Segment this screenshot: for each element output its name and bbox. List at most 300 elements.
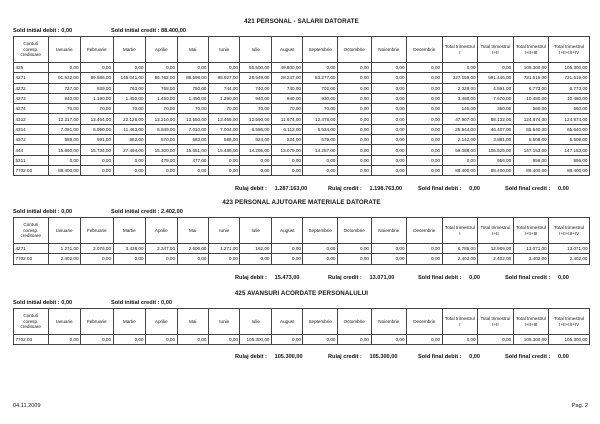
value-cell: 88.400,00 xyxy=(478,165,514,175)
table-row xyxy=(14,93,590,103)
value-cell: 0,00 xyxy=(407,155,443,165)
value-cell: 956,00 xyxy=(549,155,590,165)
column-header: Februarie xyxy=(81,37,114,63)
value-cell: 1.271,00 xyxy=(48,244,81,254)
column-header: Total trimestrul I+II+III+IV xyxy=(549,37,590,63)
value-cell: 0,00 xyxy=(371,104,407,114)
table-row xyxy=(14,114,590,124)
value-cell: 0,00 xyxy=(303,254,338,264)
column-header: Martie xyxy=(113,218,146,244)
value-cell: 1.190,00 xyxy=(81,93,114,103)
value-cell: 46.407,00 xyxy=(478,124,514,134)
sold-final-debit: Sold final debit : 0,00 xyxy=(418,275,480,281)
column-header: Mai xyxy=(177,37,208,63)
value-cell: 0,00 xyxy=(240,165,271,175)
value-cell: 12.909,00 xyxy=(478,244,514,254)
value-cell: 6.849,00 xyxy=(146,124,177,134)
value-cell: 740,00 xyxy=(271,83,302,93)
account-table xyxy=(13,36,590,176)
value-cell: 10.480,00 xyxy=(513,93,549,103)
value-cell: 579,00 xyxy=(303,135,338,145)
account-cell: 4273 xyxy=(14,93,49,103)
sold-final-credit: Sold final credit : 0,00 xyxy=(505,354,569,360)
value-cell: 6.113,00 xyxy=(271,124,302,134)
table-row xyxy=(14,335,590,345)
column-header: Decembrie xyxy=(407,309,443,335)
value-cell: 13.465,00 xyxy=(209,114,240,124)
value-cell: 88.400,00 xyxy=(549,165,590,175)
value-cell: 524,00 xyxy=(240,135,271,145)
sold-final-credit: Sold final credit : 0,00 xyxy=(505,275,569,281)
value-cell: 0,00 xyxy=(407,93,443,103)
table-row xyxy=(14,135,590,145)
value-cell: 0,00 xyxy=(407,165,443,175)
column-header: Total trimestrul I+II xyxy=(478,37,514,63)
value-cell: 0,00 xyxy=(337,165,371,175)
value-cell: 70,00 xyxy=(113,104,146,114)
value-cell: 5.508,00 xyxy=(549,135,590,145)
value-cell: 763,00 xyxy=(113,83,146,93)
account-cell: 4271 xyxy=(14,244,49,254)
column-header: Aprilie xyxy=(146,218,177,244)
value-cell: 3.438,00 xyxy=(113,244,146,254)
table-row xyxy=(14,63,590,73)
value-cell: 524,00 xyxy=(271,135,302,145)
value-cell: 0,00 xyxy=(442,63,478,73)
column-header: Octombrie xyxy=(337,309,371,335)
value-cell: 0,00 xyxy=(81,165,114,175)
column-header: Martie xyxy=(113,37,146,63)
value-cell: 0,00 xyxy=(240,155,271,165)
value-cell: 0,00 xyxy=(407,73,443,83)
column-header: Conturi coresp. creditoare xyxy=(14,37,49,63)
value-cell: 0,00 xyxy=(271,165,302,175)
column-header: Total trimestrul I+II xyxy=(478,309,514,335)
rulaj-debit: Rulaj debit : 1.287.163,00 xyxy=(235,186,308,192)
value-cell: 13.071,00 xyxy=(549,244,590,254)
column-header: Iunie xyxy=(209,218,240,244)
value-cell: 2.076,00 xyxy=(81,244,114,254)
value-cell: 6.773,00 xyxy=(513,83,549,93)
value-cell: 0,00 xyxy=(113,63,146,73)
value-cell: 0,00 xyxy=(337,63,371,73)
value-cell: 0,00 xyxy=(371,254,407,264)
column-header: Iulie xyxy=(240,37,271,63)
value-cell: 0,00 xyxy=(48,335,81,345)
column-header: Iulie xyxy=(240,309,271,335)
value-cell: 570,00 xyxy=(146,135,177,145)
table-header xyxy=(14,37,590,63)
value-cell: 0,00 xyxy=(177,63,208,73)
value-cell: 22.126,00 xyxy=(113,114,146,124)
value-cell: 0,00 xyxy=(371,83,407,93)
value-cell: 0,00 xyxy=(146,63,177,73)
sold-final-debit: Sold final debit : 0,00 xyxy=(418,186,480,192)
column-header: Noiembrie xyxy=(371,37,407,63)
value-cell: 327.159,00 xyxy=(442,73,478,83)
account-table xyxy=(13,217,590,265)
column-header: Conturi coresp. creditoare xyxy=(14,218,49,244)
column-header: Total trimestrul I xyxy=(442,309,478,335)
column-header: Octombrie xyxy=(337,37,371,63)
value-cell: 124.874,00 xyxy=(549,114,590,124)
column-header: Total trimestrul I+II xyxy=(478,218,514,244)
value-cell: 768,00 xyxy=(146,83,177,93)
value-cell: 0,00 xyxy=(407,83,443,93)
value-cell: 11.674,00 xyxy=(271,114,302,124)
value-cell: 0,00 xyxy=(337,93,371,103)
value-cell: 0,00 xyxy=(113,165,146,175)
value-cell: 140,00 xyxy=(442,104,478,114)
value-cell: 560,00 xyxy=(549,104,590,114)
value-cell: 750,00 xyxy=(177,83,208,93)
value-cell: 0,00 xyxy=(303,155,338,165)
table-row xyxy=(14,124,590,134)
value-cell: 47.907,00 xyxy=(442,114,478,124)
value-cell: 70,00 xyxy=(240,104,271,114)
value-cell: 0,00 xyxy=(407,244,443,254)
value-cell: 83.277,00 xyxy=(303,73,338,83)
value-cell: 940,00 xyxy=(271,93,302,103)
value-cell: 0,00 xyxy=(303,63,338,73)
section-title: 425 AVANSURI ACORDATE PERSONALULUI xyxy=(234,290,369,297)
value-cell: 65.640,00 xyxy=(549,124,590,134)
account-cell: 425 xyxy=(14,63,49,73)
value-cell: 2.402,00 xyxy=(549,254,590,264)
value-cell: 0,00 xyxy=(371,244,407,254)
column-header: Mai xyxy=(177,309,208,335)
value-cell: 13.210,00 xyxy=(146,114,177,124)
column-header: Septembrie xyxy=(303,309,338,335)
value-cell: 147.153,00 xyxy=(513,145,549,155)
value-cell: 0,00 xyxy=(407,135,443,145)
value-cell: 0,00 xyxy=(113,335,146,345)
column-header: Total trimestrul I xyxy=(442,37,478,63)
value-cell: 124.874,00 xyxy=(513,114,549,124)
account-cell: 5311 xyxy=(14,155,49,165)
value-cell: 2.402,00 xyxy=(48,254,81,264)
value-cell: 6.785,00 xyxy=(442,244,478,254)
account-cell: 444 xyxy=(14,145,49,155)
value-cell: 70,00 xyxy=(209,104,240,114)
value-cell: 0,00 xyxy=(337,114,371,124)
value-cell: 70,00 xyxy=(303,104,338,114)
value-cell: 840,00 xyxy=(48,93,81,103)
value-cell: 28.549,00 xyxy=(240,73,271,83)
column-header: Ianuarie xyxy=(48,218,81,244)
column-header: Mai xyxy=(177,218,208,244)
value-cell: 0,00 xyxy=(407,335,443,345)
value-cell: 0,00 xyxy=(337,73,371,83)
value-cell: 0,00 xyxy=(337,254,371,264)
column-header: Total trimestrul I+II+III xyxy=(513,218,549,244)
value-cell: 0,00 xyxy=(240,254,271,264)
value-cell: 0,00 xyxy=(81,335,114,345)
sold-initial-credit: Sold initial credit : 0,00 xyxy=(111,300,172,306)
column-header: Aprilie xyxy=(146,309,177,335)
value-cell: 0,00 xyxy=(271,155,302,165)
column-header: Septembrie xyxy=(303,218,338,244)
value-cell: 0,00 xyxy=(271,335,302,345)
column-header: Iulie xyxy=(240,218,271,244)
sold-initial-debit: Sold initial debit : 0,00 xyxy=(13,28,73,34)
value-cell: 65.640,00 xyxy=(513,124,549,134)
account-cell: 4314 xyxy=(14,124,49,134)
value-cell: 91.532,00 xyxy=(48,73,81,83)
value-cell: 15.660,00 xyxy=(48,145,81,155)
value-cell: 0,00 xyxy=(271,244,302,254)
value-cell: 930,00 xyxy=(303,93,338,103)
value-cell: 88.132,00 xyxy=(478,114,514,124)
value-cell: 0,00 xyxy=(371,63,407,73)
account-cell: 4274 xyxy=(14,104,49,114)
value-cell: 2.402,00 xyxy=(442,254,478,264)
account-cell: 4312 xyxy=(14,114,49,124)
value-cell: 731.519,00 xyxy=(549,73,590,83)
value-cell: 962,00 xyxy=(113,135,146,145)
rulaj-credit: Rulaj credit : 105.300,00 xyxy=(328,354,398,360)
value-cell: 7.670,00 xyxy=(478,93,514,103)
value-cell: 0,00 xyxy=(177,335,208,345)
value-cell: 13.071,00 xyxy=(513,244,549,254)
value-cell: 13.079,00 xyxy=(271,145,302,155)
value-cell: 0,00 xyxy=(146,335,177,345)
value-cell: 88.400,00 xyxy=(513,165,549,175)
value-cell: 25.544,00 xyxy=(442,124,478,134)
table-row xyxy=(14,244,590,254)
value-cell: 0,00 xyxy=(303,244,338,254)
value-cell: 88.598,00 xyxy=(177,73,208,83)
value-cell: 88.400,00 xyxy=(48,165,81,175)
column-header: Februarie xyxy=(81,218,114,244)
value-cell: 0,00 xyxy=(407,124,443,134)
value-cell: 105.300,00 xyxy=(549,335,590,345)
value-cell: 1.271,00 xyxy=(209,244,240,254)
value-cell: 477,00 xyxy=(177,155,208,165)
value-cell: 2.347,00 xyxy=(146,244,177,254)
value-cell: 70,00 xyxy=(271,104,302,114)
column-header: August xyxy=(271,218,302,244)
value-cell: 55.500,00 xyxy=(240,63,271,73)
value-cell: 13.464,00 xyxy=(81,114,114,124)
column-header: Ianuarie xyxy=(48,37,81,63)
column-header: Iunie xyxy=(209,37,240,63)
value-cell: 0,00 xyxy=(371,135,407,145)
value-cell: 0,00 xyxy=(113,155,146,165)
value-cell: 3.480,00 xyxy=(442,93,478,103)
value-cell: 2.142,00 xyxy=(442,135,478,145)
table-row xyxy=(14,254,590,264)
value-cell: 3.881,00 xyxy=(478,135,514,145)
column-header: Total trimestrul I xyxy=(442,218,478,244)
value-cell: 88.400,00 xyxy=(442,165,478,175)
column-header: Septembrie xyxy=(303,37,338,63)
value-cell: 560,00 xyxy=(513,104,549,114)
value-cell: 105.300,00 xyxy=(549,63,590,73)
value-cell: 0,00 xyxy=(209,63,240,73)
value-cell: 0,00 xyxy=(407,63,443,73)
value-cell: 583,00 xyxy=(177,135,208,145)
value-cell: 27.494,00 xyxy=(113,145,146,155)
value-cell: 4.591,00 xyxy=(478,83,514,93)
value-cell: 89.586,00 xyxy=(81,73,114,83)
value-cell: 70,00 xyxy=(177,104,208,114)
column-header: Octombrie xyxy=(337,218,371,244)
value-cell: 70,00 xyxy=(81,104,114,114)
value-cell: 6.534,00 xyxy=(303,124,338,134)
value-cell: 28.247,00 xyxy=(271,73,302,83)
value-cell: 15.486,00 xyxy=(209,145,240,155)
sold-final-credit: Sold final credit : 0,00 xyxy=(505,186,569,192)
sold-initial-credit: Sold initial credit : 2.402,00 xyxy=(111,209,183,215)
value-cell: 956,00 xyxy=(478,155,514,165)
value-cell: 70,00 xyxy=(48,104,81,114)
value-cell: 0,00 xyxy=(303,335,338,345)
column-header: Total trimestrul I+II+III+IV xyxy=(549,218,590,244)
rulaj-debit: Rulaj debit : 105.300,00 xyxy=(235,354,303,360)
value-cell: 0,00 xyxy=(337,244,371,254)
column-header: Ianuarie xyxy=(48,309,81,335)
value-cell: 744,00 xyxy=(209,83,240,93)
section-title: 423 PERSONAL AJUTOARE MATERIALE DATORATE xyxy=(222,199,381,206)
value-cell: 15.651,00 xyxy=(177,145,208,155)
value-cell: 15.300,00 xyxy=(146,145,177,155)
footer-date: 04.11.2009 xyxy=(13,403,41,409)
value-cell: 350,00 xyxy=(478,104,514,114)
account-table xyxy=(13,308,590,345)
value-cell: 0,00 xyxy=(371,73,407,83)
value-cell: 0,00 xyxy=(337,135,371,145)
value-cell: 940,00 xyxy=(240,93,271,103)
value-cell: 0,00 xyxy=(371,93,407,103)
value-cell: 0,00 xyxy=(209,254,240,264)
value-cell: 0,00 xyxy=(48,155,81,165)
value-cell: 12.590,00 xyxy=(240,114,271,124)
value-cell: 15.734,00 xyxy=(81,145,114,155)
value-cell: 0,00 xyxy=(371,124,407,134)
value-cell: 0,00 xyxy=(407,104,443,114)
account-cell: 7702.03 xyxy=(14,335,49,345)
value-cell: 0,00 xyxy=(337,104,371,114)
value-cell: 0,00 xyxy=(177,254,208,264)
account-cell: 4272 xyxy=(14,83,49,93)
value-cell: 0,00 xyxy=(81,155,114,165)
column-header: Total trimestrul I+II+III xyxy=(513,37,549,63)
value-cell: 0,00 xyxy=(337,83,371,93)
value-cell: 0,00 xyxy=(407,145,443,155)
account-cell: 4271 xyxy=(14,73,49,83)
column-header: Iunie xyxy=(209,309,240,335)
column-header: Noiembrie xyxy=(371,309,407,335)
value-cell: 839,00 xyxy=(81,83,114,93)
value-cell: 0,00 xyxy=(478,63,514,73)
value-cell: 0,00 xyxy=(337,145,371,155)
value-cell: 731.519,00 xyxy=(513,73,549,83)
value-cell: 2.402,00 xyxy=(513,254,549,264)
value-cell: 5.508,00 xyxy=(513,135,549,145)
value-cell: 2.606,00 xyxy=(177,244,208,254)
account-cell: 7702.03 xyxy=(14,254,49,264)
value-cell: 6.773,00 xyxy=(549,83,590,93)
value-cell: 0,00 xyxy=(113,254,146,264)
value-cell: 11.463,00 xyxy=(113,124,146,134)
value-cell: 0,00 xyxy=(146,165,177,175)
value-cell: 0,00 xyxy=(81,254,114,264)
footer-page-number: Pag. 2 xyxy=(571,403,588,409)
rulaj-credit: Rulaj credit : 1.198.763,00 xyxy=(328,186,403,192)
table-row xyxy=(14,83,590,93)
value-cell: 105.525,00 xyxy=(478,145,514,155)
value-cell: 0,00 xyxy=(371,335,407,345)
column-header: Noiembrie xyxy=(371,218,407,244)
account-cell: 7702.03 xyxy=(14,165,49,175)
value-cell: 0,00 xyxy=(407,254,443,264)
value-cell: 0,00 xyxy=(177,165,208,175)
section-title: 421 PERSONAL - SALARII DATORATE xyxy=(244,18,359,25)
value-cell: 1.450,00 xyxy=(146,93,177,103)
column-header: Februarie xyxy=(81,309,114,335)
value-cell: 12.317,00 xyxy=(48,114,81,124)
column-header: Decembrie xyxy=(407,37,443,63)
value-cell: 1.450,00 xyxy=(113,93,146,103)
value-cell: 10.480,00 xyxy=(549,93,590,103)
value-cell: 88.927,00 xyxy=(209,73,240,83)
value-cell: 0,00 xyxy=(478,335,514,345)
value-cell: 591.446,00 xyxy=(478,73,514,83)
sold-initial-credit: Sold initial credit : 88.400,00 xyxy=(111,28,186,34)
sold-initial-debit: Sold initial debit : 0,00 xyxy=(13,300,73,306)
value-cell: 7.004,00 xyxy=(209,124,240,134)
value-cell: 0,00 xyxy=(371,165,407,175)
table-header xyxy=(14,309,590,335)
value-cell: 479,00 xyxy=(146,155,177,165)
value-cell: 13.550,00 xyxy=(177,114,208,124)
value-cell: 14.295,00 xyxy=(240,145,271,155)
column-header: Total trimestrul I+II+III xyxy=(513,309,549,335)
value-cell: 105.300,00 xyxy=(513,335,549,345)
sold-final-debit: Sold final debit : 0,00 xyxy=(418,354,480,360)
value-cell: 59.088,00 xyxy=(442,145,478,155)
value-cell: 6.586,00 xyxy=(240,124,271,134)
value-cell: 146.041,00 xyxy=(113,73,146,83)
value-cell: 105.300,00 xyxy=(240,335,271,345)
value-cell: 147.153,00 xyxy=(549,145,590,155)
value-cell: 702,00 xyxy=(303,83,338,93)
table-row xyxy=(14,165,590,175)
column-header: Conturi coresp. creditoare xyxy=(14,309,49,335)
value-cell: 1.290,00 xyxy=(209,93,240,103)
value-cell: 7.091,00 xyxy=(48,124,81,134)
value-cell: 0,00 xyxy=(48,63,81,73)
table-row xyxy=(14,145,590,155)
column-header: August xyxy=(271,309,302,335)
value-cell: 0,00 xyxy=(209,335,240,345)
value-cell: 0,00 xyxy=(337,124,371,134)
value-cell: 162,00 xyxy=(240,244,271,254)
value-cell: 86.762,00 xyxy=(146,73,177,83)
account-cell: 4372 xyxy=(14,135,49,145)
value-cell: 0,00 xyxy=(371,114,407,124)
value-cell: 0,00 xyxy=(442,335,478,345)
value-cell: 0,00 xyxy=(146,254,177,264)
column-header: Decembrie xyxy=(407,218,443,244)
value-cell: 6.990,00 xyxy=(81,124,114,134)
value-cell: 0,00 xyxy=(442,155,478,165)
rulaj-credit: Rulaj credit : 13.071,00 xyxy=(328,275,395,281)
column-header: Total trimestrul I+II+III+IV xyxy=(549,309,590,335)
value-cell: 0,00 xyxy=(81,63,114,73)
table-row xyxy=(14,104,590,114)
